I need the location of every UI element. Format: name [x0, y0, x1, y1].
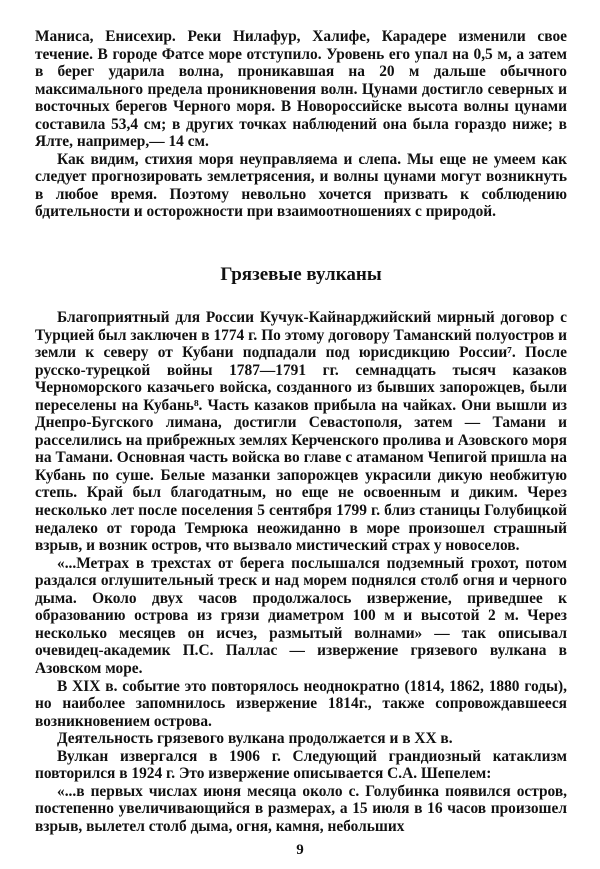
paragraph-19th-century: В XIX в. событие это повторялось неоднократно (1814, 1862, 1880 годы), но наиболее запомнилось извержение 1814г., также сопровождавшееся возникновением острова.: [35, 677, 567, 730]
spacer: [35, 287, 567, 309]
paragraph-quote-pallas: «...Метрах в трехстах от берега послышался подземный грохот, потом раздался оглушительный треск и над морем поднялся столб огня и черного дыма. Около двух часов продолжалось извержение, приведшее к образованию острова из грязи диаметром 100 м и высотой 2 м. Через несколько месяцев он исчез, размытый волнами» — так описывал очевидец-академик П.С. Паллас — извержение грязевого вулкана в Азовском море.: [35, 554, 567, 677]
page-number: 9: [296, 842, 304, 858]
paragraph-conclusion: Как видим, стихия моря неуправляема и слепа. Мы еще не умеем как следует прогнозировать землетрясения, и волны цунами могут возникнуть в любое время. Поэтому невольно хочется призвать к соблюдению бдительности и осторожности при взаимоотношениях с природой.: [35, 150, 567, 221]
page-body: [35, 28, 567, 835]
spacer: [35, 221, 567, 263]
paragraph-history: Благоприятный для России Кучук-Кайнарджийский мирный договор с Турцией был заключен в 1774 г. По этому договору Таманский полуостров и земли к северу от Кубани подпадали под юрисдикцию России⁷. После русско-турецкой войны 1787—1791 гг. семнадцать тысяч казаков Черноморского казачьего войска, созданного из бывших запорожцев, были переселены на Кубань⁸. Часть казаков прибыла на чайках. Они вышли из Днепро-Бугского лимана, достигли Севастополя, затем — Тамани и расселились на прибрежных землях Керченского пролива и Азовского моря на Тамани. Основная часть войска во главе с атаманом Чепигой пришла на Кубань по суше. Белые мазанки запорожцев украсили дикую необжитую степь. Край был благодатным, но еще не освоенным и диким. Через несколько лет после поселения 5 сентября 1799 г. близ станицы Голубицкой недалеко от города Темрюка неожиданно в море произошел страшный взрыв, и возник остров, что вызвало мистический страх у новоселов.: [35, 309, 567, 555]
paragraph-quote-shepel: «...в первых числах июня месяца около с. Голубинка появился остров, постепенно увеличивающийся в размерах, а 15 июля в 16 часов произошел взрыв, вылетел столб дыма, огня, камня, небольших: [35, 782, 567, 835]
paragraph-1906-1924: Вулкан извергался в 1906 г. Следующий грандиозный катаклизм повторился в 1924 г. Это извержение описывается С.А. Шепелем:: [35, 747, 567, 783]
paragraph-20th-century: Деятельность грязевого вулкана продолжается и в XX в.: [57, 730, 453, 748]
paragraph-tsunami-effects: Маниса, Енисехир. Реки Нилафур, Халифе, Карадере изменили свое течение. В городе Фатсе море отступило. Уровень его упал на 0,5 м, а затем в берег ударила волна, проникавшая на 20 м дальше обычного максимального предела проникновения волн. Цунами достигло северных и восточных берегов Черного моря. В Новороссийске высота волны цунами составила 53,4 см; в других точках наблюдений она была гораздо ниже; в Ялте, например,— 14 см.: [35, 28, 567, 151]
section-title: Грязевые вулканы: [220, 264, 382, 286]
